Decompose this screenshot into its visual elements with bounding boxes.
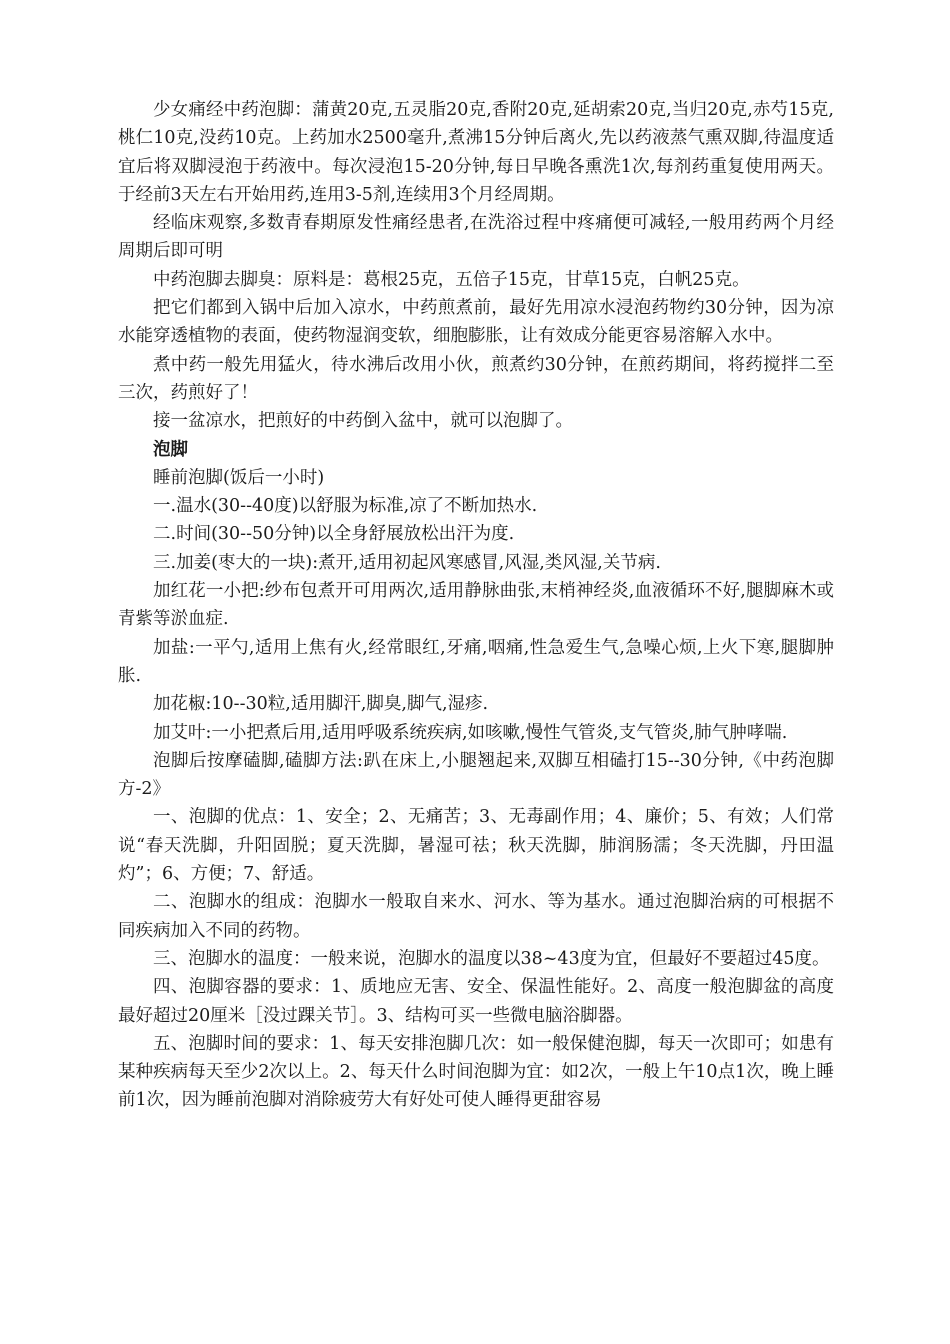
section-heading-foot-soak: 泡脚 [153,439,188,460]
paragraph-timing-requirements: 五、泡脚时间的要求：1、每天安排泡脚几次：如一般保健泡脚，每天一次即可；如患有某种疾病每天至少2次以上。2、每天什么时间泡脚为宜：如2次，一般上午10点1次，晚上睡前1次，因为睡前泡脚对消除疲劳大有好处可使人睡得更甜容易 [118,1033,834,1111]
paragraph-water-temperature: 三、泡脚水的温度：一般来说，泡脚水的温度以38~43度为宜，但最好不要超过45度。 [153,948,830,969]
paragraph-advantages: 一、泡脚的优点：1、安全；2、无痛苦；3、无毒副作用；4、廉价；5、有效；人们常说“春天洗脚，升阳固脱；夏天洗脚，暑湿可祛；秋天洗脚，肺润肠濡；冬天洗脚，丹田温灼”；6、方便；7、舒适。 [118,807,834,885]
list-item-add-ginger: 三.加姜(枣大的一块):煮开,适用初起风寒感冒,风湿,类风湿,关节病. [153,552,661,573]
paragraph-foot-odor-recipe: 中药泡脚去脚臭：原料是：葛根25克，五倍子15克，甘草15克，白帆25克。 [153,269,750,290]
paragraph-boiling-instructions: 煮中药一般先用猛火，待水沸后改用小伙，煎煮约30分钟，在煎药期间，将药搅拌二至三次，药煎好了！ [118,354,834,403]
paragraph-bedtime-soak: 睡前泡脚(饭后一小时) [153,467,325,488]
paragraph-clinical-observation: 经临床观察,多数青春期原发性痛经患者,在洗浴过程中疼痛便可减轻,一般用药两个月经周期后即可明 [118,213,834,262]
list-item-duration: 二.时间(30--50分钟)以全身舒展放松出汗为度. [153,524,515,545]
paragraph-container-requirements: 四、泡脚容器的要求：1、质地应无害、安全、保温性能好。2、高度一般泡脚盆的高度最好超过20厘米［没过踝关节］。3、结构可买一些微电脑浴脚器。 [118,977,834,1026]
paragraph-pour-into-basin: 接一盆凉水，把煎好的中药倒入盆中，就可以泡脚了。 [153,411,573,432]
list-item-add-safflower: 加红花一小把:纱布包煮开可用两次,适用静脉曲张,末梢神经炎,血液循环不好,腿脚麻木或青紫等淤血症. [118,581,834,630]
paragraph-foot-tapping: 泡脚后按摩磕脚,磕脚方法:趴在床上,小腿翘起来,双脚互相磕打15--30分钟,《中药泡脚方-2》 [118,750,834,800]
list-item-add-mugwort: 加艾叶:一小把煮后用,适用呼吸系统疾病,如咳嗽,慢性气管炎,支气管炎,肺气肿哮喘. [153,722,788,743]
document-body [118,96,834,1115]
paragraph-water-composition: 二、泡脚水的组成：泡脚水一般取自来水、河水、等为基水。通过泡脚治病的可根据不同疾病加入不同的药物。 [118,892,834,941]
list-item-water-temperature: 一.温水(30--40度)以舒服为标准,凉了不断加热水. [153,496,538,517]
paragraph-dysmenorrhea-recipe: 少女痛经中药泡脚：蒲黄20克,五灵脂20克,香附20克,延胡索20克,当归20克,赤芍15克,桃仁10克,没药10克。上药加水2500毫升,煮沸15分钟后离火,先以药液蒸气熏双脚,待温度适宜后将双脚浸泡于药液中。每次浸泡15-20分钟,每日早晚各熏洗1次,每剂药重复使用两天。于经前3天左右开始用药,连用3-5剂,连续用3个月经周期。 [118,100,834,205]
paragraph-soaking-instructions: 把它们都到入锅中后加入凉水，中药煎煮前，最好先用凉水浸泡药物约30分钟，因为凉水能穿透植物的表面，使药物湿润变软，细胞膨胀，让有效成分能更容易溶解入水中。 [118,298,834,347]
list-item-add-salt: 加盐:一平勺,适用上焦有火,经常眼红,牙痛,咽痛,性急爱生气,急噪心烦,上火下寒,腿脚肿胀. [118,637,834,686]
list-item-add-peppercorn: 加花椒:10--30粒,适用脚汗,脚臭,脚气,湿疹. [153,694,489,715]
